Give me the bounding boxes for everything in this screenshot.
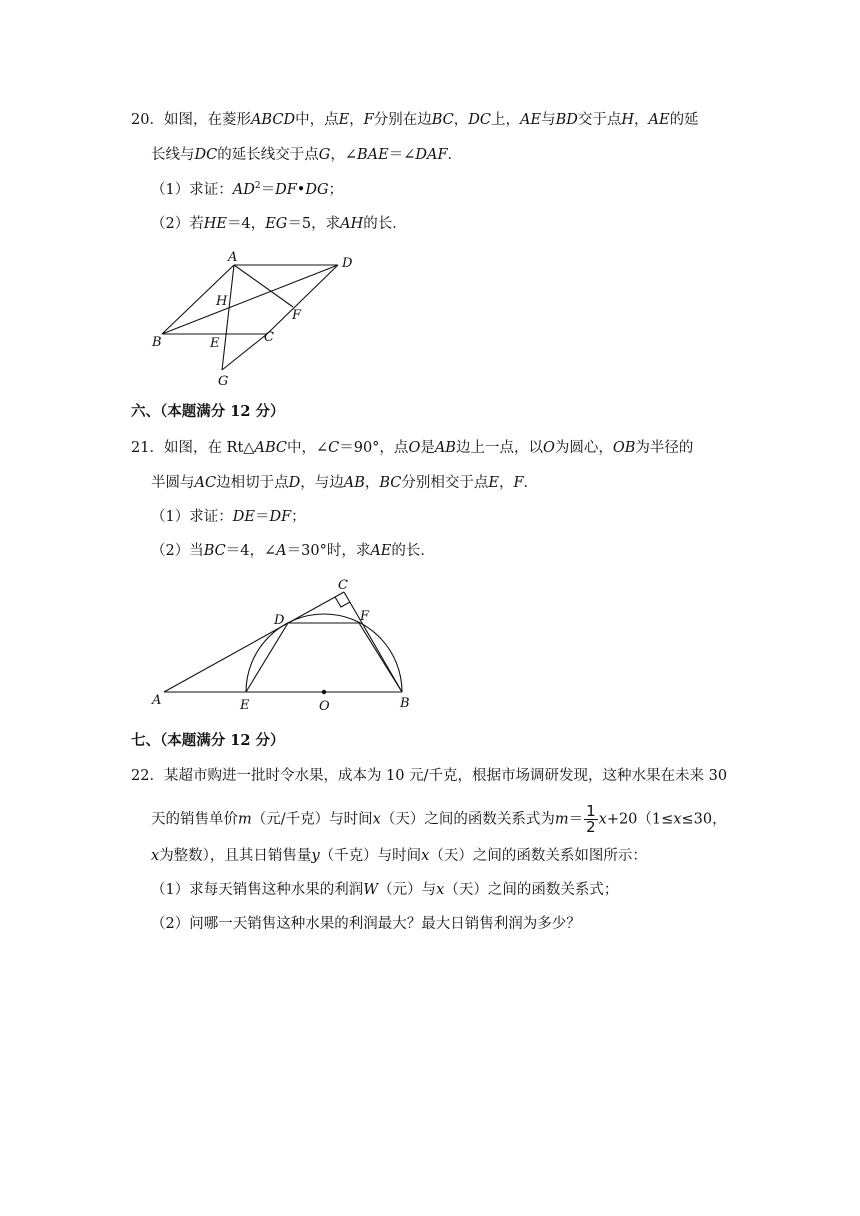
q20-rhombus-figure bbox=[140, 245, 380, 390]
label-H: H bbox=[216, 294, 228, 309]
fraction-half: $\frac{1}{2}$ bbox=[586, 802, 596, 836]
q22-part1: （1）求每天销售这种水果的利润W（元）与x（天）之间的函数关系式； bbox=[151, 882, 619, 898]
label-A: A bbox=[152, 693, 162, 708]
q21-part2: （2）当BC＝4，∠A＝30°时，求AE的长． bbox=[151, 543, 435, 559]
q21-part1: （1）求证：DE＝DF； bbox=[151, 509, 306, 525]
label-B: B bbox=[400, 696, 410, 711]
label-C: C bbox=[338, 578, 348, 593]
q21-line1: 21．如图，在 Rt△ABC中，∠C＝90°，点O是AB边上一点，以O为圆心，OB为半径的 bbox=[131, 440, 694, 456]
label-D: D bbox=[274, 613, 285, 628]
q20-line2: 长线与DC的延长线交于点G，∠BAE＝∠DAF． bbox=[151, 147, 463, 163]
q21-line2: 半圆与AC边相切于点D，与边AB，BC分别相交于点E，F． bbox=[151, 475, 539, 491]
q20-part1: （1）求证：$AD^2=DF•DG$； bbox=[151, 181, 344, 198]
section-6-heading: 六、（本题满分 12 分） bbox=[131, 403, 285, 420]
q22-line1: 22．某超市购进一批时令水果，成本为 10 元/千克，根据市场调研发现，这种水果在未来 30 bbox=[131, 768, 728, 784]
section-7-heading: 七、（本题满分 12 分） bbox=[131, 732, 285, 749]
label-E: E bbox=[210, 336, 220, 351]
label-A: A bbox=[228, 250, 238, 265]
label-F: F bbox=[292, 308, 302, 323]
q22-line2: 天的销售单价m（元/千克）与时间x（天）之间的函数关系式为m＝ $\frac{1}{2}$ x+20（1≤x≤30， bbox=[151, 802, 727, 836]
label-G: G bbox=[218, 374, 229, 389]
q22-part2: （2）问哪一天销售这种水果的利润最大？最大日销售利润为多少？ bbox=[151, 916, 581, 932]
q20-line1: 20．如图，在菱形ABCD中，点E，F分别在边BC，DC上，AE与BD交于点H，AE的延 bbox=[131, 112, 699, 128]
label-C: C bbox=[264, 330, 274, 345]
label-F: F bbox=[360, 609, 370, 624]
label-B: B bbox=[152, 335, 162, 350]
label-E: E bbox=[240, 698, 250, 713]
label-D: D bbox=[342, 256, 353, 271]
label-O: O bbox=[319, 699, 330, 714]
q21-semicircle-figure bbox=[140, 572, 430, 720]
q20-part2: （2）若HE＝4，EG＝5，求AH的长． bbox=[151, 216, 407, 232]
q22-line3: x为整数），且其日销售量y（千克）与时间x（天）之间的函数关系如图所示： bbox=[151, 848, 647, 864]
